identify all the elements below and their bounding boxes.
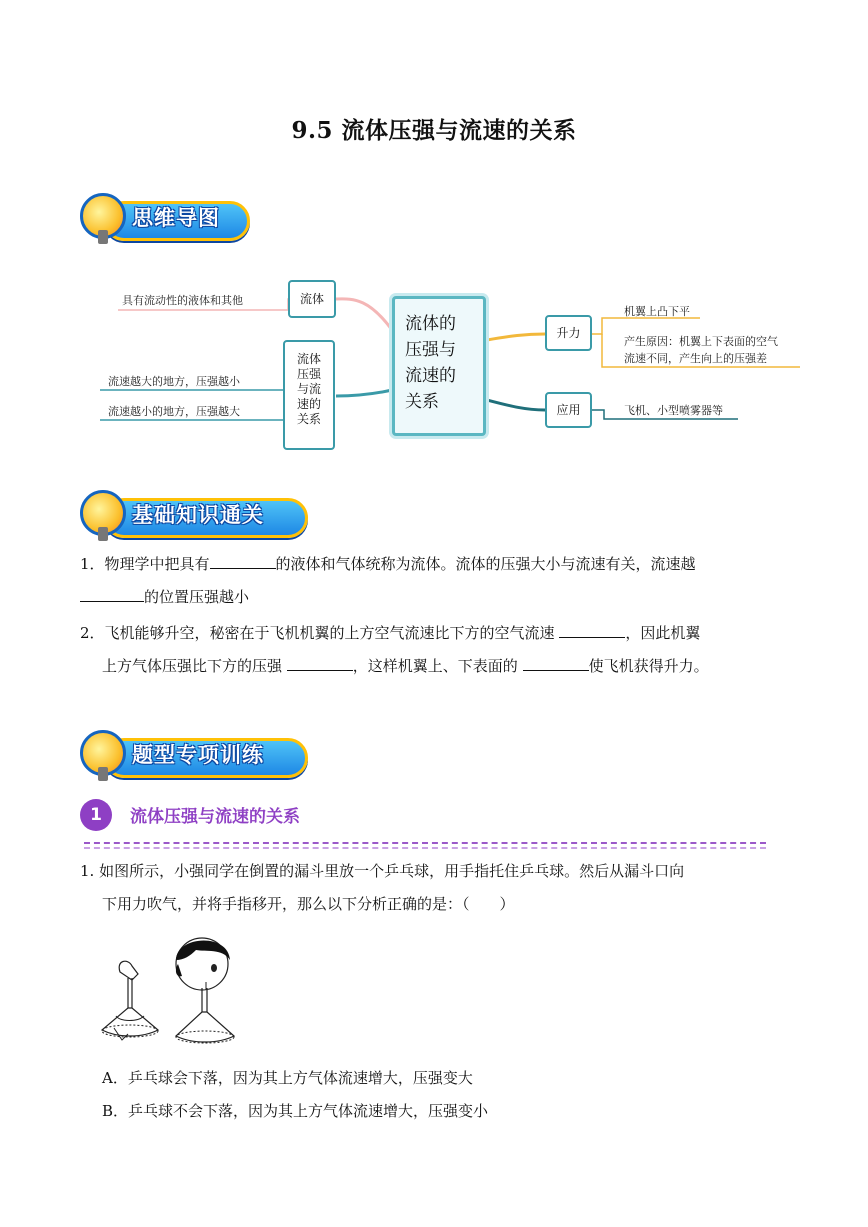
option-a[interactable]: A．乒乓球会下落，因为其上方气体流速增大，压强变大 bbox=[102, 1069, 473, 1087]
section-title: 流体压强与流速的关系 bbox=[130, 807, 300, 827]
relation-line: 与流 bbox=[296, 382, 321, 396]
relation-line: 速的 bbox=[296, 397, 321, 411]
application-item: 飞机、小型喷雾器等 bbox=[624, 404, 723, 417]
practice-question-1 bbox=[80, 855, 800, 921]
question-text: ，这样机翼上、下表面的 bbox=[352, 657, 518, 675]
practice-banner bbox=[80, 730, 310, 780]
node-lift: 升力 bbox=[545, 315, 592, 351]
question-text: 下用力吹气，并将手指移开，那么以下分析正确的是：（ ） bbox=[102, 895, 515, 913]
section-divider bbox=[84, 847, 766, 849]
page-title: 9.5 流体压强与流速的关系 bbox=[291, 117, 577, 144]
lightbulb-icon bbox=[80, 730, 126, 776]
node-relation bbox=[283, 340, 335, 450]
banner-label: 题型专项训练 bbox=[132, 743, 264, 767]
relation-line: 压强 bbox=[296, 367, 321, 381]
question-text: 上方气体压强比下方的压强 bbox=[102, 657, 283, 675]
funnel-illustration bbox=[98, 930, 248, 1050]
center-line: 关系 bbox=[405, 392, 439, 412]
relation-line: 流体 bbox=[296, 352, 321, 366]
lift-item-2a: 产生原因：机翼上下表面的空气 bbox=[624, 335, 778, 348]
question-text: 2．飞机能够升空，秘密在于飞机机翼的上方空气流速比下方的空气流速 bbox=[80, 624, 555, 642]
fluid-definition: 具有流动性的液体和其他 bbox=[122, 294, 243, 307]
center-line: 流速的 bbox=[405, 366, 456, 386]
relation-line: 关系 bbox=[296, 412, 321, 426]
mind-map bbox=[0, 270, 868, 460]
answer-blank[interactable] bbox=[210, 554, 276, 569]
lift-item-2b: 流速不同，产生向上的压强差 bbox=[624, 352, 767, 365]
basics-question-1 bbox=[80, 548, 800, 614]
lightbulb-icon bbox=[80, 490, 126, 536]
answer-blank[interactable] bbox=[80, 587, 144, 602]
section-divider bbox=[84, 842, 766, 844]
banner-label: 思维导图 bbox=[132, 206, 220, 230]
node-fluid: 流体 bbox=[288, 280, 336, 318]
relation-item-2: 流速越小的地方，压强越大 bbox=[108, 405, 240, 418]
lift-item-1: 机翼上凸下平 bbox=[624, 305, 690, 318]
answer-blank[interactable] bbox=[523, 656, 589, 671]
answer-blank[interactable] bbox=[559, 623, 625, 638]
question-text: ，因此机翼 bbox=[625, 624, 701, 642]
basics-question-2 bbox=[80, 617, 800, 683]
question-text: 1．物理学中把具有 bbox=[80, 555, 210, 573]
question-text: 1. 如图所示，小强同学在倒置的漏斗里放一个乒乓球，用手指托住乒乓球。然后从漏斗口向 bbox=[80, 862, 685, 880]
banner-label: 基础知识通关 bbox=[132, 503, 264, 527]
center-line: 流体的 bbox=[405, 314, 456, 334]
answer-blank[interactable] bbox=[287, 656, 353, 671]
section-number-badge: 1 bbox=[80, 799, 112, 831]
mind-map-banner bbox=[80, 193, 250, 243]
option-b[interactable]: B．乒乓球不会下落，因为其上方气体流速增大，压强变小 bbox=[102, 1102, 489, 1120]
center-line: 压强与 bbox=[405, 340, 456, 360]
relation-item-1: 流速越大的地方，压强越小 bbox=[108, 375, 240, 388]
question-text: 使飞机获得升力。 bbox=[588, 657, 709, 675]
question-text: 的位置压强越小 bbox=[144, 588, 250, 606]
basics-banner bbox=[80, 490, 310, 540]
center-node bbox=[392, 296, 486, 436]
node-application: 应用 bbox=[545, 392, 592, 428]
lightbulb-icon bbox=[80, 193, 126, 239]
question-text: 的液体和气体统称为流体。流体的压强大小与流速有关，流速越 bbox=[275, 555, 696, 573]
